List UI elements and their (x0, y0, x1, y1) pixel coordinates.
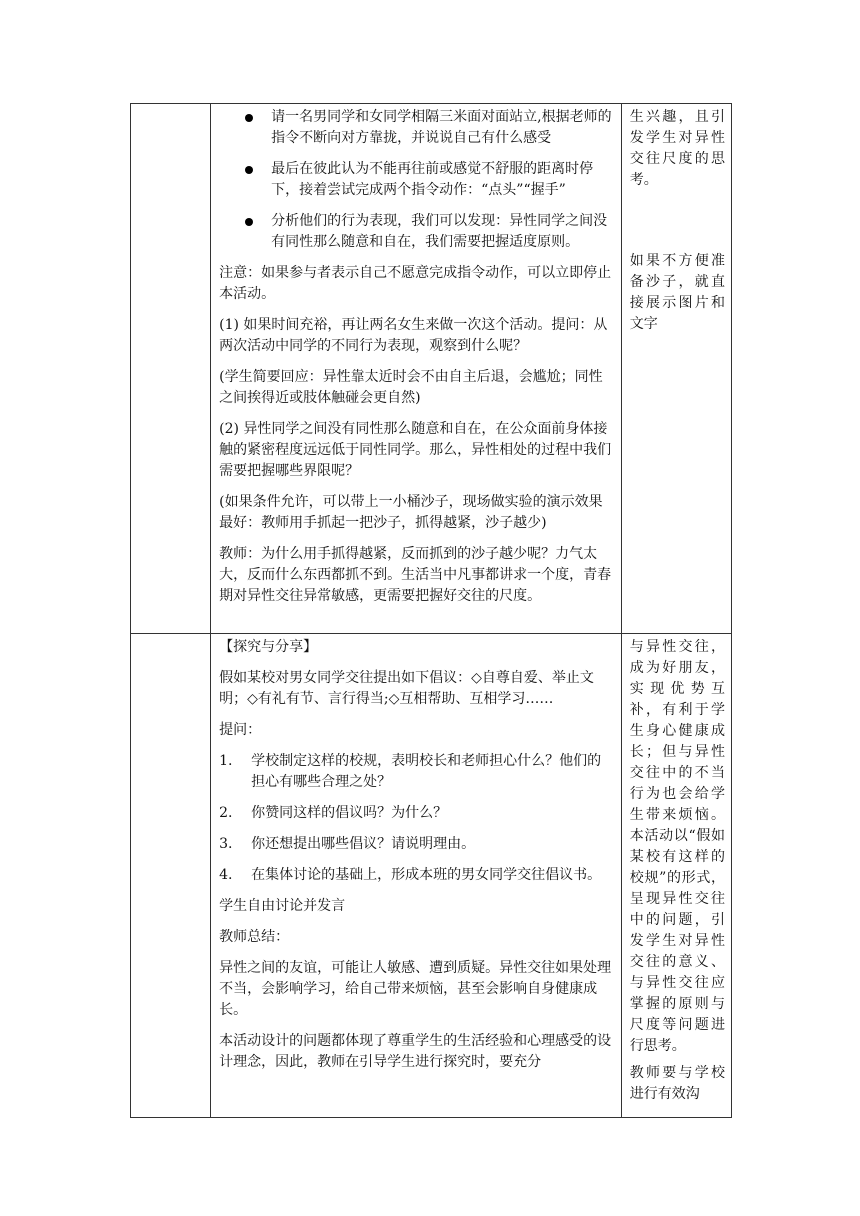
empty-cell (131, 634, 211, 1118)
list-item: 2. 你赞同这样的倡议吗？为什么？ (219, 805, 448, 821)
list-item: 最后在彼此认为不能再往前或感觉不舒服的距离时停下，接着尝试完成两个指令动作：“点头”“握手” (219, 159, 614, 201)
question-1: (1) 如果时间充裕，再让两名女生来做一次这个活动。提问：从两次活动中同学的不同行为表现，观察到什么呢？ (219, 317, 608, 354)
discussion-text: 学生自由讨论并发言 (219, 898, 346, 914)
section-heading: 【探究与分享】 (219, 639, 318, 655)
summary-label: 教师总结： (219, 929, 290, 945)
list-item: 1. 学校制定这样的校规，表明校长和老师担心什么？他们的担心有哪些合理之处？ (219, 753, 602, 790)
design-note: 教师要与学校进行有效沟 (629, 1065, 725, 1102)
activity-cell (211, 634, 622, 1118)
list-item: 分析他们的行为表现，我们可以发现：异性同学之间没有同性那么随意和自在，我们需要把握适度原则。 (219, 211, 614, 253)
question-2: (2) 异性同学之间没有同性那么随意和自在，在公众面前身体接触的紧密程度远远低于同性同学。那么，异性相处的过程中我们需要把握哪些界限呢？ (219, 421, 612, 479)
table-row (131, 104, 732, 634)
table-row (131, 634, 732, 1118)
list-item: 请一名男同学和女同学相隔三米面对面站立,根据老师的指令不断向对方靠拢，并说说自己有什么感受 (219, 107, 614, 149)
intro-text: 假如某校对男女同学交往提出如下倡议：◇自尊自爱、举止文明；◇有礼有节、言行得当;◇互相帮助、互相学习…… (219, 670, 594, 707)
design-intent-cell (621, 634, 731, 1118)
design-intent-cell (621, 104, 731, 634)
lesson-plan-table (130, 103, 732, 1118)
bullet-icon (245, 218, 253, 226)
design-text: 本活动设计的问题都体现了尊重学生的生活经验和心理感受的设计理念，因此，教师在引导学生进行探究时，要充分 (219, 1033, 612, 1070)
design-note: 生兴趣，且引发学生对异性交往尺度的思考。 (629, 109, 725, 188)
ask-label: 提问： (219, 722, 262, 738)
bullet-icon (245, 114, 253, 122)
design-note: 如果不方便准备沙子，就直接展示图片和文字 (629, 253, 725, 332)
bullet-icon (245, 166, 253, 174)
note-text: 注意：如果参与者表示自己不愿意完成指令动作，可以立即停止本活动。 (219, 265, 612, 302)
teacher-remark: 教师：为什么用手抓得越紧，反而抓到的沙子越少呢？力气太大，反而什么东西都抓不到。生活当中凡事都讲求一个度，青春期对异性交往异常敏感，更需要把握好交往的尺度。 (219, 546, 612, 604)
summary-text: 异性之间的友谊，可能让人敏感、遭到质疑。异性交往如果处理不当，会影响学习，给自己带来烦恼，甚至会影响自身健康成长。 (219, 960, 612, 1018)
list-item: 4. 在集体讨论的基础上，形成本班的男女同学交往倡议书。 (219, 867, 602, 883)
student-reply-2: (如果条件允许，可以带上一小桶沙子，现场做实验的演示效果最好：教师用手抓起一把沙子，抓得越紧，沙子越少) (219, 494, 603, 531)
student-reply-1: (学生简要回应：异性靠太近时会不由自主后退，会尴尬；同性之间挨得近或肢体触碰会更自然) (219, 369, 603, 406)
design-note: 与异性交往，成为好朋友，实现优势互补，有利于学生身心健康成长；但与异性交往中的不当行为也会给学生带来烦恼。本活动以“假如某校有这样的校规”的形式，呈现异性交往中的问题，引发学生对异性交往的意义、与异性交往应掌握的原则与尺度等问题进行思考。 (629, 639, 725, 1054)
activity-cell (211, 104, 622, 634)
empty-cell (131, 104, 211, 634)
list-item: 3. 你还想提出哪些倡议？请说明理由。 (219, 836, 476, 852)
